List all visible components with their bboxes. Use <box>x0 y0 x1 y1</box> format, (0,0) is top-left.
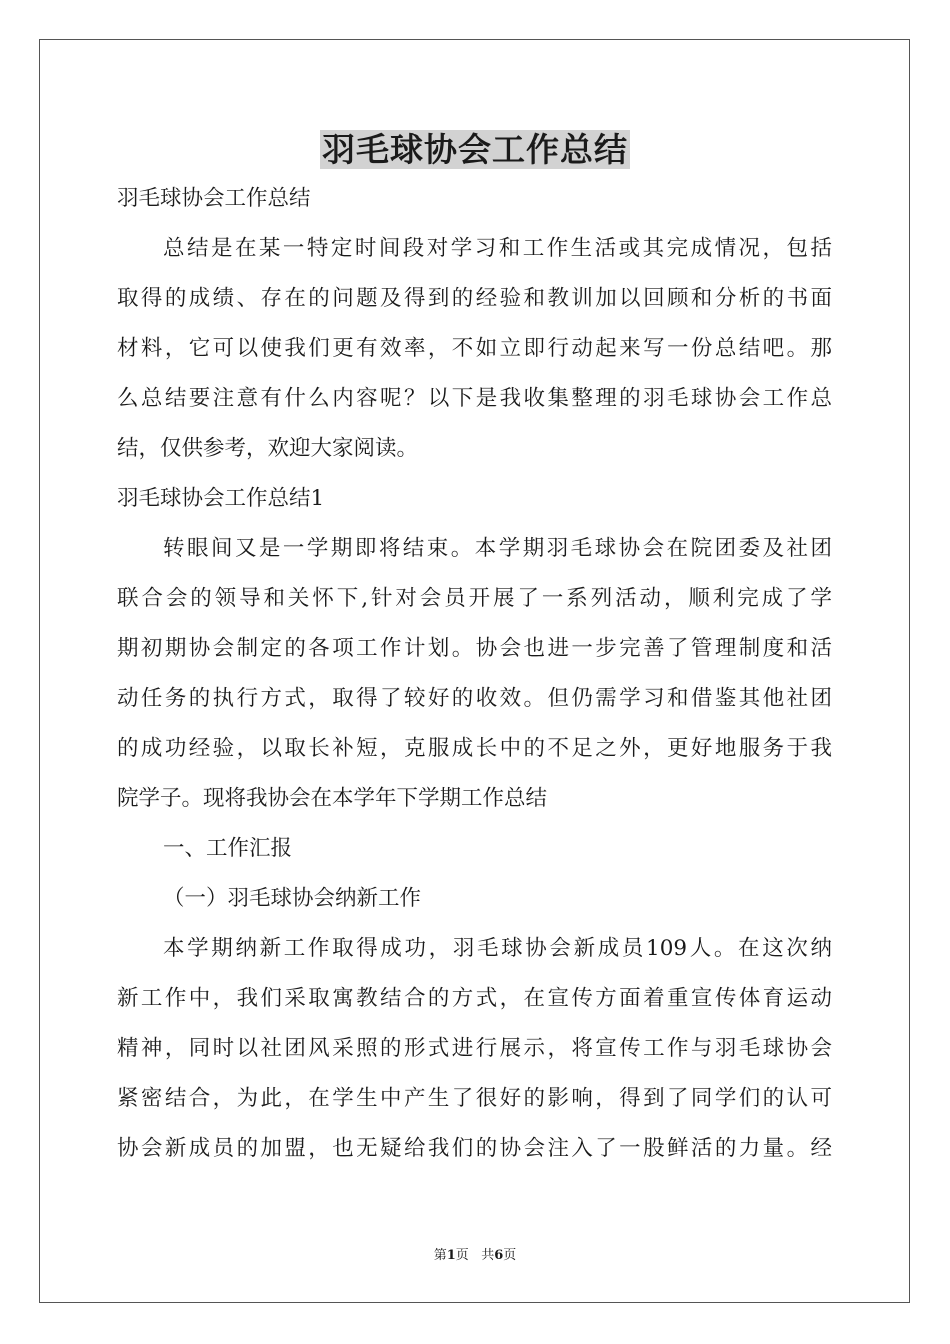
paragraph-line: 紧密结合，为此，在学生中产生了很好的影响，得到了同学们的认可 <box>117 1086 832 1111</box>
page-current: 1 <box>446 1248 456 1263</box>
paragraph-line: 新工作中，我们采取寓教结合的方式，在宣传方面着重宣传体育运动 <box>117 986 832 1011</box>
document-title-text: 羽毛球协会工作总结 <box>322 130 628 169</box>
paragraph-line: 取得的成绩、存在的问题及得到的经验和教训加以回顾和分析的书面 <box>117 286 832 311</box>
total-pages: 6 <box>494 1248 504 1263</box>
paragraph-line: 本学期纳新工作取得成功，羽毛球协会新成员109人。在这次纳 <box>163 936 832 961</box>
paragraph-line: 材料，它可以使我们更有效率，不如立即行动起来写一份总结吧。那 <box>117 336 832 361</box>
total-prefix: 共 <box>481 1248 495 1263</box>
paragraph-line: 结，仅供参考，欢迎大家阅读。 <box>117 436 419 461</box>
subtitle-line: 羽毛球协会工作总结 <box>117 186 311 211</box>
paragraph-line: 联合会的领导和关怀下,针对会员开展了一系列活动，顺利完成了学 <box>117 586 832 611</box>
document-title <box>0 128 950 172</box>
section-heading: 羽毛球协会工作总结1 <box>117 486 325 511</box>
paragraph-line: 么总结要注意有什么内容呢？以下是我收集整理的羽毛球协会工作总 <box>117 386 832 411</box>
paragraph-line: 总结是在某一特定时间段对学习和工作生活或其完成情况，包括 <box>163 236 832 261</box>
paragraph-line: 精神，同时以社团风采照的形式进行展示，将宣传工作与羽毛球协会 <box>117 1036 832 1061</box>
paragraph-line: 期初期协会制定的各项工作计划。协会也进一步完善了管理制度和活 <box>117 636 832 661</box>
section-heading: 一、工作汇报 <box>163 836 293 861</box>
paragraph-line: 院学子。现将我协会在本学年下学期工作总结 <box>117 786 548 811</box>
total-suffix: 页 <box>503 1248 517 1263</box>
paragraph-line: 转眼间又是一学期即将结束。本学期羽毛球协会在院团委及社团 <box>163 536 832 561</box>
subsection-heading: （一）羽毛球协会纳新工作 <box>163 886 422 911</box>
page-suffix: 页 <box>455 1248 469 1263</box>
paragraph-line: 动任务的执行方式，取得了较好的收效。但仍需学习和借鉴其他社团 <box>117 686 832 711</box>
page-prefix: 第 <box>433 1248 447 1263</box>
paragraph-line: 的成功经验，以取长补短，克服成长中的不足之外，更好地服务于我 <box>117 736 832 761</box>
page-footer <box>0 1247 950 1265</box>
paragraph-line: 协会新成员的加盟，也无疑给我们的协会注入了一股鲜活的力量。经 <box>117 1136 832 1161</box>
